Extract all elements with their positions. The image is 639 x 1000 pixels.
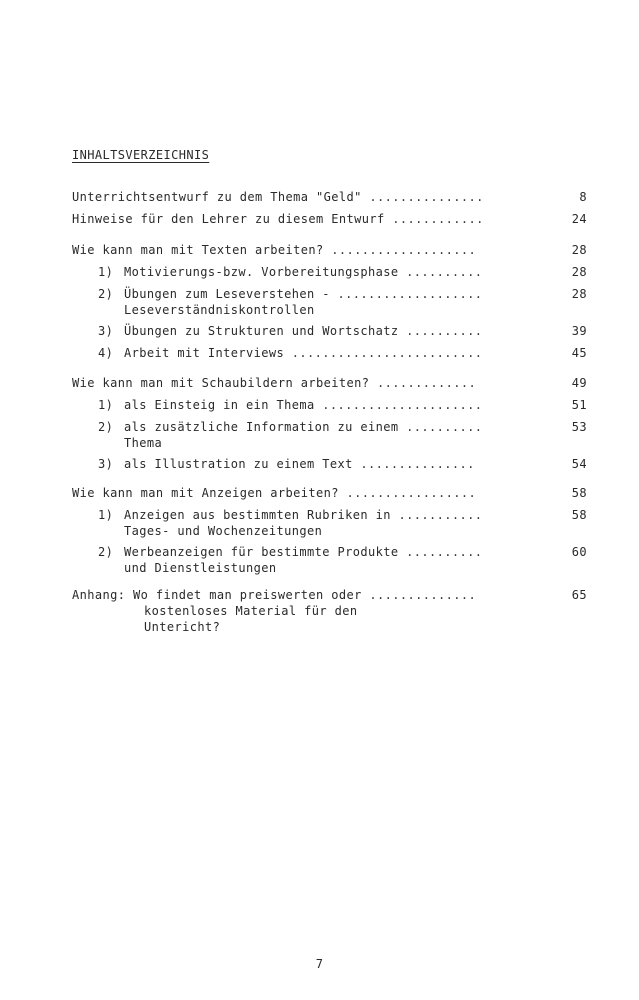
dot-leader: .......... (398, 265, 483, 279)
dot-leader: .......... (398, 420, 483, 434)
toc-subentry (98, 286, 552, 318)
dot-leader: .......... (398, 545, 483, 559)
dot-leader: ..................... (314, 398, 483, 412)
entry-continuation: Thema (124, 436, 163, 450)
entry-text: Wie kann man mit Anzeigen arbeiten? (72, 486, 339, 500)
page-number: 8 (579, 190, 587, 204)
toc-subentry (98, 264, 552, 280)
dot-leader: ................... (323, 243, 477, 257)
entry-continuation: Tages- und Wochenzeitungen (124, 524, 323, 538)
toc-subentry (98, 397, 552, 413)
entry-text: Anzeigen aus bestimmten Rubriken in (124, 508, 391, 522)
entry-text: Übungen zum Leseverstehen - (124, 287, 330, 301)
toc-subentry (98, 345, 552, 361)
entry-text: als Illustration zu einem Text (124, 457, 353, 471)
entry-continuation: Untericht? (144, 620, 221, 634)
entry-text: Arbeit mit Interviews (124, 346, 285, 360)
dot-leader: ................... (329, 287, 483, 301)
entry-text: Wie kann man mit Schaubildern arbeiten? (72, 376, 370, 390)
page-number: 49 (571, 376, 587, 390)
dot-leader: ............ (384, 212, 484, 226)
entry-text: Unterrichtsentwurf zu dem Thema "Geld" (72, 190, 362, 204)
entry-continuation: kostenloses Material für den (144, 604, 358, 618)
toc-subentry (98, 323, 552, 339)
entry-text: Hinweise für den Lehrer zu diesem Entwurf (72, 212, 385, 226)
entry-number: 3) (98, 457, 114, 471)
entry-number: 4) (98, 346, 114, 360)
dot-leader: .......... (398, 324, 483, 338)
dot-leader: ............. (369, 376, 477, 390)
page-number: 53 (571, 420, 587, 434)
page-number: 39 (571, 324, 587, 338)
toc-subentry (98, 419, 552, 451)
entry-number: 3) (98, 324, 114, 338)
dot-leader: ................. (338, 486, 477, 500)
dot-leader: ............... (361, 190, 484, 204)
page-number: 60 (571, 545, 587, 559)
footer-page-number: 7 (315, 957, 324, 971)
page-number: 58 (571, 508, 587, 522)
toc-entry-hinweise (72, 211, 552, 227)
toc-entry-anzeigen (72, 485, 552, 501)
entry-number: 1) (98, 265, 114, 279)
entry-text: als zusätzliche Information zu einem (124, 420, 399, 434)
dot-leader: .............. (361, 588, 477, 602)
page-number: 28 (571, 243, 587, 257)
entry-number: 1) (98, 398, 114, 412)
page-number: 65 (571, 588, 587, 602)
toc-subentry (98, 507, 552, 539)
entry-continuation: Leseverständniskontrollen (124, 303, 315, 317)
entry-number: 2) (98, 545, 114, 559)
dot-leader: ........... (390, 508, 483, 522)
toc-entry-geld (72, 189, 552, 205)
page-number: 51 (571, 398, 587, 412)
page-number: 24 (571, 212, 587, 226)
page-number: 28 (571, 265, 587, 279)
entry-number: 2) (98, 287, 114, 301)
entry-number: 2) (98, 420, 114, 434)
toc-entry-texten (72, 242, 552, 258)
page-number: 45 (571, 346, 587, 360)
entry-text: Übungen zu Strukturen und Wortschatz (124, 324, 399, 338)
entry-text: Wie kann man mit Texten arbeiten? (72, 243, 324, 257)
dot-leader: ......................... (284, 346, 483, 360)
page-number: 54 (571, 457, 587, 471)
entry-text: als Einsteig in ein Thema (124, 398, 315, 412)
entry-text: Motivierungs-bzw. Vorbereitungsphase (124, 265, 399, 279)
page-number: 28 (571, 287, 587, 301)
entry-text: Werbeanzeigen für bestimmte Produkte (124, 545, 399, 559)
toc-heading: INHALTSVERZEICHNIS (72, 148, 210, 162)
entry-text: Anhang: Wo findet man preiswerten oder (72, 588, 362, 602)
page-number: 58 (571, 486, 587, 500)
entry-continuation: und Dienstleistungen (124, 561, 277, 575)
toc-entry-schaubildern (72, 375, 552, 391)
entry-number: 1) (98, 508, 114, 522)
toc-entry-anhang (72, 587, 552, 635)
toc-subentry (98, 544, 552, 576)
dot-leader: ............... (352, 457, 475, 471)
toc-subentry (98, 456, 552, 472)
